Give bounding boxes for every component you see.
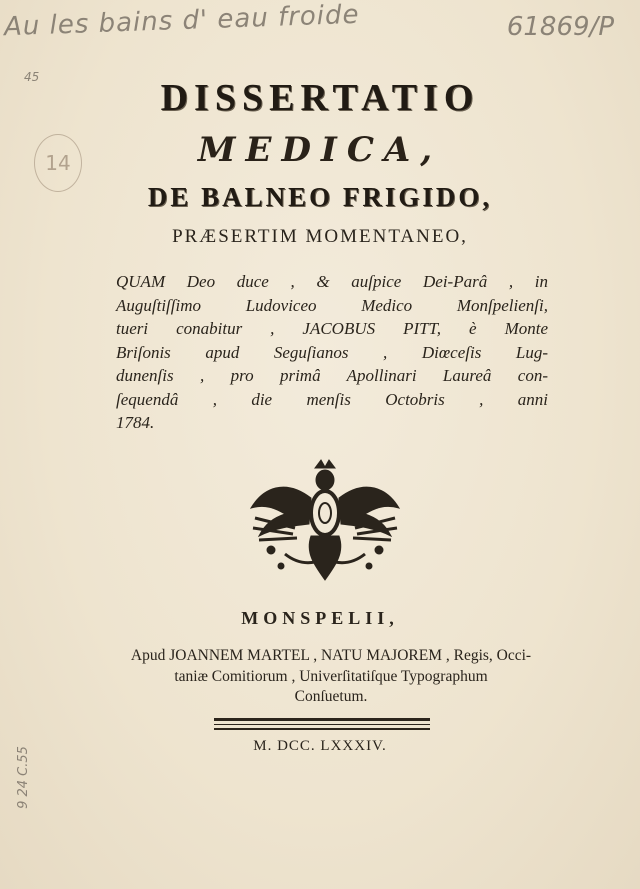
body-line: tueri conabitur , JACOBUS PITT, è Monte: [116, 319, 548, 338]
body-line: QUAM Deo duce , & auſpice Dei-Parâ , in: [116, 272, 548, 291]
publication-date: M. DCC. LXXXIV.: [253, 738, 387, 754]
imprint-city: MONSPELII,: [241, 608, 399, 628]
title-dissertatio: DISSERTATIO: [160, 77, 480, 119]
double-rule-divider: [214, 728, 430, 730]
body-line: Auguſtiſſimo Ludoviceo Medico Monſpelienſi,: [116, 295, 548, 315]
printer-device-eagle-icon: [245, 458, 405, 588]
imprint-line: taniæ Comitiorum , Univerſitatiſque Typographum: [174, 667, 488, 685]
title-medica: MEDICA,: [197, 130, 443, 170]
subtitle-praesertim: PRÆSERTIM MOMENTANEO,: [172, 226, 468, 247]
body-line: ſequendâ , die menſis Octobris , anni: [116, 389, 548, 409]
title-de-balneo: DE BALNEO FRIGIDO,: [147, 182, 493, 212]
handwritten-number: 45: [24, 70, 40, 84]
imprint-block: [96, 646, 566, 708]
imprint-line: Apud JOANNEM MARTEL , NATU MAJOREM , Regis, Occi-: [130, 647, 532, 664]
double-rule-divider: [214, 718, 430, 721]
body-line: Briſonis apud Seguſianos , Diœceſis Lug-: [116, 342, 548, 362]
handwritten-note: Au les bains d' eau froide: [3, 0, 360, 43]
dedication-paragraph: [116, 270, 548, 435]
call-number: 61869/P: [506, 12, 614, 42]
library-stamp: 14: [34, 134, 82, 192]
double-rule-divider: [214, 724, 430, 725]
body-line: 1784.: [116, 413, 155, 432]
side-handwritten-note: 9 24 C.55: [15, 746, 31, 809]
body-line: dunenſis , pro primâ Apollinari Laureâ con-: [116, 366, 548, 385]
imprint-line: Conſuetum.: [294, 688, 368, 705]
